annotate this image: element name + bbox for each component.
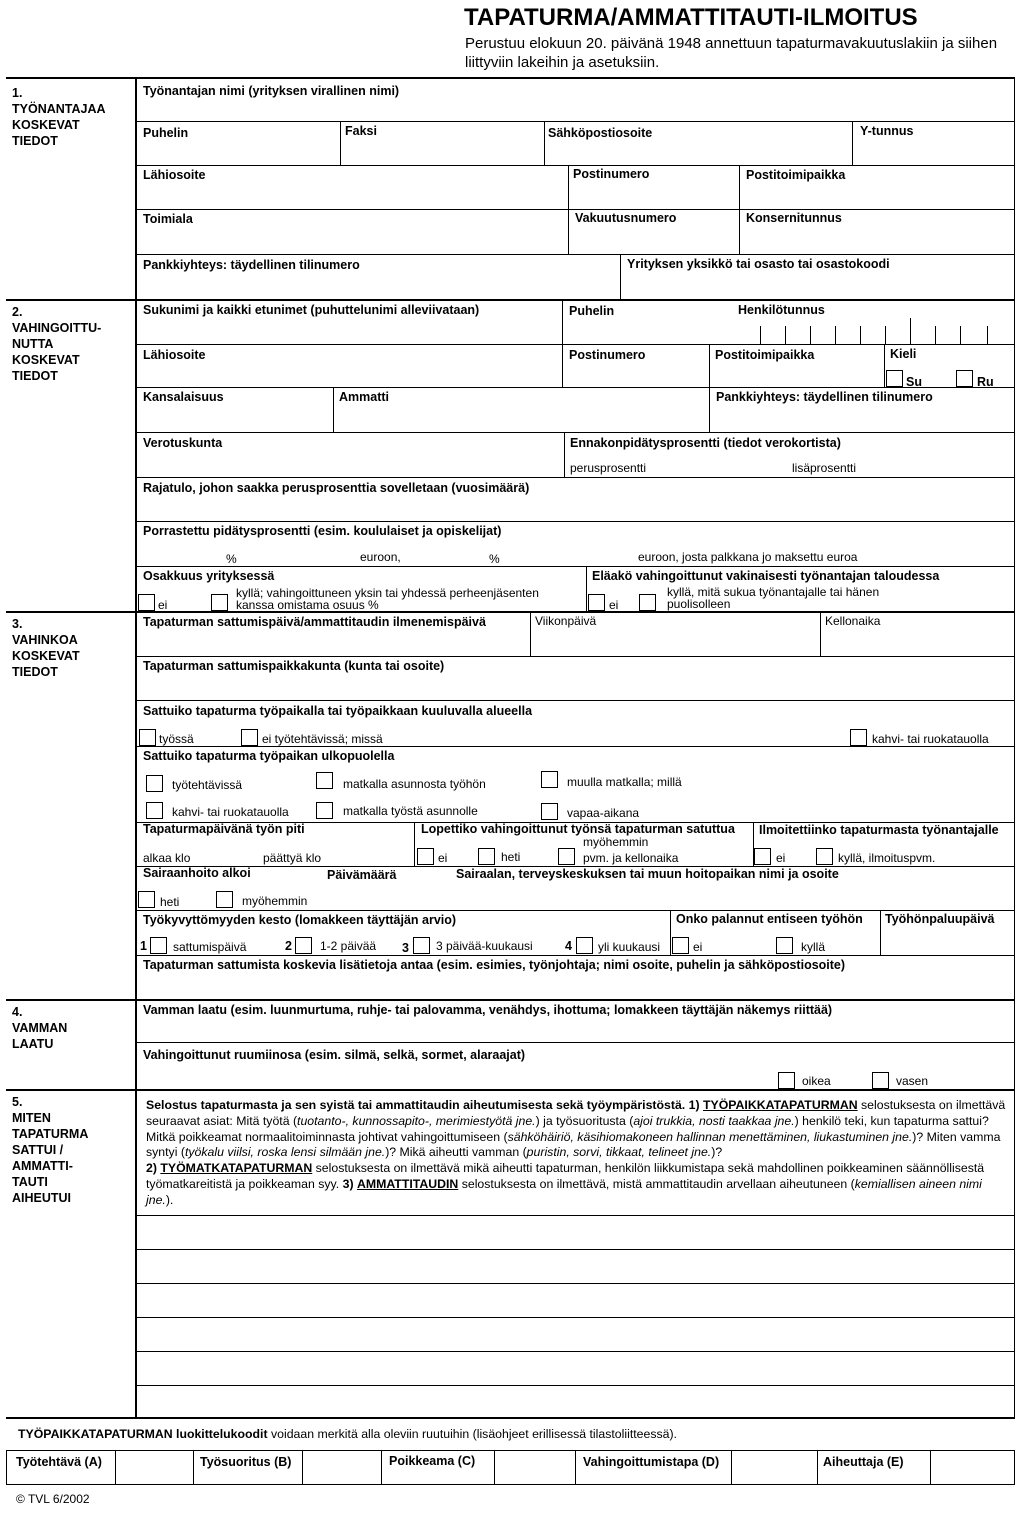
employer-fax-label: Faksi	[345, 124, 377, 138]
freetime-checkbox[interactable]	[541, 803, 558, 820]
extra-info-label: Tapaturman sattumista koskevia lisätietoja antaa (esim. esimies, työnjohtaja; nimi osoite, puhelin ja sähköpostiosoite)	[143, 958, 846, 972]
stopped-later-checkbox[interactable]	[558, 848, 575, 865]
disability-label: Työkyvyttömyyden kesto (lomakkeen täyttäjän arvio)	[143, 913, 457, 927]
household-no-checkbox[interactable]	[588, 594, 605, 611]
injured-phone-label: Puhelin	[569, 304, 615, 318]
employer-postcode-label: Postinumero	[573, 167, 650, 181]
return-day-label: Työhönpaluupäivä	[885, 912, 995, 926]
base-percent-label: perusprosentti	[570, 461, 647, 475]
duration-4-checkbox[interactable]	[576, 937, 593, 954]
household-label: Eläakö vahingoittunut vakinaisesti työnantajan taloudessa	[592, 569, 940, 583]
duration-2-number: 2	[285, 939, 292, 953]
classification-intro: TYÖPAIKKATAPATURMAN luokittelukoodit voidaan merkitä alla oleviin ruutuihin (lisäohjeet erillisessä tilastoliitteessä).	[18, 1427, 677, 1441]
commute-to-checkbox[interactable]	[316, 772, 333, 789]
duration-4-number: 4	[565, 939, 572, 953]
code-c-label: Poikkeama (C)	[389, 1454, 476, 1468]
household-no-label: ei	[609, 598, 619, 612]
notified-yes-checkbox[interactable]	[816, 848, 833, 865]
code-a-field[interactable]	[117, 1452, 191, 1482]
form-title: TAPATURMA/AMMATTITAUTI-ILMOITUS	[464, 4, 918, 31]
industry-label: Toimiala	[143, 212, 193, 226]
employer-postoffice-label: Postitoimipaikka	[746, 168, 846, 182]
percent-1: %	[226, 552, 237, 566]
graduated-percent-label: Porrastettu pidätysprosentti (esim. koululaiset ja opiskelijat)	[143, 524, 502, 538]
section-3-label: 3. VAHINKOA KOSKEVAT TIEDOT	[12, 617, 80, 679]
care-began-label: Sairaanhoito alkoi	[143, 866, 251, 880]
household-yes-label: kyllä, mitä sukua työnantajalle tai hänen puolisolleen	[667, 585, 880, 611]
ownership-no-label: ei	[158, 598, 168, 612]
duration-3-label: 3 päivää-kuukausi	[436, 939, 533, 953]
duration-2-checkbox[interactable]	[295, 937, 312, 954]
stopped-later-label: myöhemmin	[583, 835, 649, 849]
coffee-break-1-label: kahvi- tai ruokatauolla	[872, 732, 989, 746]
stopped-now-label: heti	[501, 850, 521, 864]
stopped-no-label: ei	[438, 851, 448, 865]
employer-email-label: Sähköpostiosoite	[548, 126, 653, 140]
language-label: Kieli	[890, 347, 917, 361]
start-time-label: alkaa klo	[143, 851, 191, 865]
duration-1-label: sattumispäivä	[173, 940, 247, 954]
workday-label: Tapaturmapäivänä työn piti	[143, 822, 305, 836]
euros-1: euroon,	[360, 550, 401, 564]
injury-type-label: Vamman laatu (esim. luunmurtuma, ruhje- tai palovamma, venähdys, ihottuma; lomakkeen täyttäjän näkemys riittää)	[143, 1003, 833, 1017]
not-task-checkbox[interactable]	[241, 729, 258, 746]
body-part-label: Vahingoittunut ruumiinosa (esim. silmä, selkä, sormet, alaraajat)	[143, 1048, 526, 1062]
stopped-no-checkbox[interactable]	[417, 848, 434, 865]
section-divider	[6, 1089, 1015, 1091]
ownership-label: Osakkuus yrityksessä	[143, 569, 275, 583]
returned-label: Onko palannut entiseen työhön	[676, 912, 863, 926]
company-unit-label: Yrityksen yksikkö tai osasto tai osastokoodi	[627, 257, 890, 271]
ownership-yes-checkbox[interactable]	[211, 594, 228, 611]
commute-from-checkbox[interactable]	[316, 802, 333, 819]
injured-bank-label: Pankkiyhteys: täydellinen tilinumero	[716, 390, 933, 404]
injured-address-label: Lähiosoite	[143, 348, 206, 362]
column-divider	[135, 77, 137, 1418]
at-work-label: työssä	[159, 732, 194, 746]
withholding-label: Ennakonpidätysprosentti (tiedot verokortista)	[570, 436, 841, 450]
language-ru-checkbox[interactable]	[956, 370, 973, 387]
ownership-yes-label: kyllä; vahingoittuneen yksin tai yhdessä perheenjäsenten kanssa omistama osuus %	[236, 586, 539, 612]
at-workplace-question: Sattuiko tapaturma työpaikalla tai työpaikkaan kuuluvalla alueella	[143, 704, 533, 718]
code-e-label: Aiheuttaja (E)	[823, 1455, 904, 1469]
end-time-label: päättyä klo	[263, 851, 322, 865]
commute-to-label: matkalla asunnosta työhön	[343, 777, 486, 791]
form-subtitle: Perustuu elokuun 20. päivänä 1948 annettuun tapaturmavakuutuslakiin ja siihen liittyviin lakeihin ja asetuksiin.	[465, 35, 998, 71]
returned-yes-label: kyllä	[801, 940, 826, 954]
tasks-label: työtehtävissä	[172, 778, 243, 792]
section-divider	[6, 999, 1015, 1001]
ssn-label: Henkilötunnus	[738, 303, 825, 317]
accident-date-label: Tapaturman sattumispäivä/ammattitaudin ilmenemispäivä	[143, 615, 486, 629]
employer-name-label: Työnantajan nimi (yrityksen virallinen nimi)	[143, 84, 400, 98]
stopped-now-checkbox[interactable]	[478, 848, 495, 865]
language-su-checkbox[interactable]	[886, 370, 903, 387]
care-date-label: Päivämäärä	[327, 868, 397, 882]
section-1-label: 1. TYÖNANTAJAA KOSKEVAT TIEDOT	[12, 86, 106, 148]
time-label: Kellonaika	[825, 614, 881, 628]
duration-3-checkbox[interactable]	[413, 937, 430, 954]
other-trip-checkbox[interactable]	[541, 771, 558, 788]
language-su-label: Su	[906, 375, 922, 389]
euros-2: euroon, josta palkkana jo maksettu euroa	[638, 550, 858, 564]
household-yes-checkbox[interactable]	[639, 594, 656, 611]
code-a-label: Työtehtävä (A)	[16, 1455, 102, 1469]
income-limit-label: Rajatulo, johon saakka perusprosenttia sovelletaan (vuosimäärä)	[143, 481, 530, 495]
coffee-break-2-label: kahvi- tai ruokatauolla	[172, 805, 289, 819]
employer-phone-label: Puhelin	[143, 126, 189, 140]
accident-place-label: Tapaturman sattumispaikkakunta (kunta tai osoite)	[143, 659, 445, 673]
duration-2-label: 1-2 päivää	[320, 939, 377, 953]
section-divider	[6, 77, 1015, 79]
left-side-label: vasen	[896, 1074, 929, 1088]
duration-1-checkbox[interactable]	[150, 937, 167, 954]
outside-workplace-question: Sattuiko tapaturma työpaikan ulkopuolella	[143, 749, 395, 763]
injured-postoffice-label: Postitoimipaikka	[715, 348, 815, 362]
right-side-label: oikea	[802, 1074, 831, 1088]
left-side-checkbox[interactable]	[872, 1072, 889, 1089]
section-5-label: 5. MITEN TAPATURMA SATTUI / AMMATTI- TAUTI AIHEUTUI	[12, 1095, 89, 1205]
nationality-label: Kansalaisuus	[143, 390, 224, 404]
description-instructions: Selostus tapaturmasta ja sen syistä tai ammattitaudin aiheutumisesta sekä työympäristöstä. 1) TYÖPAIKKATAPATURMAN selostuksesta on ilmettävä seuraavat asiat: Mitä työtä (tuotanto-, kunnossapito-, merimiestyötä jne.) ja työsuoritusta (ajoi trukkia, nosti taakkaa jne.) henkilö teki, kun tapaturma sattui? Mitkä poikkeamat normaalitoiminnasta johtivat vahingoittumiseen (sähköhäiriö, käsihiomakoneen hallinnan menettäminen, liukastuminen jne.)? Miten vamma syntyi (työkalu viilsi, roska lensi silmään jne.)? Mikä aiheutti vamman (puristin, sorvi, tikkaat, telineet jne.)? 2) TYÖMATKATAPATURMAN selostuksesta on ilmettävä mikä aiheutti tapaturman, henkilön liikkumistapa sekä mahdollinen poikkeaminen säännöllisestä työmatkareitistä ja poikkeaman syy. 3) AMMATTITAUDIN selostuksesta on ilmettävä, mistä ammattitaudin arvellaan aiheutuneen (kemiallisen aineen nimi jne.).	[146, 1098, 1006, 1207]
insurance-number-label: Vakuutusnumero	[575, 211, 677, 225]
group-id-label: Konsernitunnus	[746, 211, 842, 225]
ownership-no-checkbox[interactable]	[138, 594, 155, 611]
duration-3-number: 3	[402, 941, 409, 955]
code-d-label: Vahingoittumistapa (D)	[583, 1455, 720, 1469]
at-work-checkbox[interactable]	[139, 729, 156, 746]
care-now-checkbox[interactable]	[138, 891, 155, 908]
code-d-field[interactable]	[733, 1452, 815, 1482]
injured-name-label: Sukunimi ja kaikki etunimet (puhuttelunimi alleviivataan)	[143, 303, 480, 317]
section-divider	[6, 299, 1015, 301]
language-ru-label: Ru	[977, 375, 994, 389]
code-b-label: Työsuoritus (B)	[200, 1455, 292, 1469]
section-2-label: 2. VAHINGOITTU- NUTTA KOSKEVAT TIEDOT	[12, 305, 102, 383]
returned-yes-checkbox[interactable]	[776, 937, 793, 954]
right-side-checkbox[interactable]	[778, 1072, 795, 1089]
returned-no-label: ei	[693, 940, 703, 954]
returned-no-checkbox[interactable]	[672, 937, 689, 954]
copyright: © TVL 6/2002	[16, 1492, 90, 1506]
code-c-field[interactable]	[496, 1452, 573, 1482]
extra-percent-label: lisäprosentti	[792, 461, 857, 475]
not-task-label: ei työtehtävissä; missä	[262, 732, 383, 746]
coffee-break-2-checkbox[interactable]	[146, 802, 163, 819]
section-divider	[6, 1417, 1015, 1419]
percent-2: %	[489, 552, 500, 566]
ytunnus-label: Y-tunnus	[860, 124, 914, 138]
employer-address-label: Lähiosoite	[143, 168, 206, 182]
weekday-label: Viikonpäivä	[535, 614, 597, 628]
right-border	[1014, 77, 1015, 1418]
commute-from-label: matkalla työstä asunnolle	[343, 804, 478, 818]
tax-district-label: Verotuskunta	[143, 436, 223, 450]
section-4-label: 4. VAMMAN LAATU	[12, 1005, 68, 1051]
duration-1-number: 1	[140, 939, 147, 953]
tasks-checkbox[interactable]	[146, 775, 163, 792]
stopped-work-label: Lopettiko vahingoittunut työnsä tapaturman satuttua	[421, 822, 735, 836]
occupation-label: Ammatti	[339, 390, 390, 404]
injured-postcode-label: Postinumero	[569, 348, 646, 362]
notified-label: Ilmoitettiinko tapaturmasta työnantajalle	[759, 823, 999, 837]
notified-yes-label: kyllä, ilmoituspvm.	[838, 851, 936, 865]
care-now-label: heti	[160, 895, 180, 909]
freetime-label: vapaa-aikana	[567, 806, 640, 820]
duration-4-label: yli kuukausi	[598, 940, 661, 954]
notified-no-label: ei	[776, 851, 786, 865]
care-later-checkbox[interactable]	[216, 891, 233, 908]
notified-no-checkbox[interactable]	[754, 848, 771, 865]
employer-bank-label: Pankkiyhteys: täydellinen tilinumero	[143, 258, 360, 272]
coffee-break-1-checkbox[interactable]	[850, 729, 867, 746]
code-b-field[interactable]	[304, 1452, 379, 1482]
other-trip-label: muulla matkalla; millä	[567, 775, 682, 789]
employer-name-field[interactable]	[140, 100, 1010, 118]
hospital-label: Sairaalan, terveyskeskuksen tai muun hoitopaikan nimi ja osoite	[456, 867, 839, 881]
stopped-later-date-label: pvm. ja kellonaika	[583, 851, 679, 865]
care-later-label: myöhemmin	[242, 894, 308, 908]
code-e-field[interactable]	[932, 1452, 1012, 1482]
